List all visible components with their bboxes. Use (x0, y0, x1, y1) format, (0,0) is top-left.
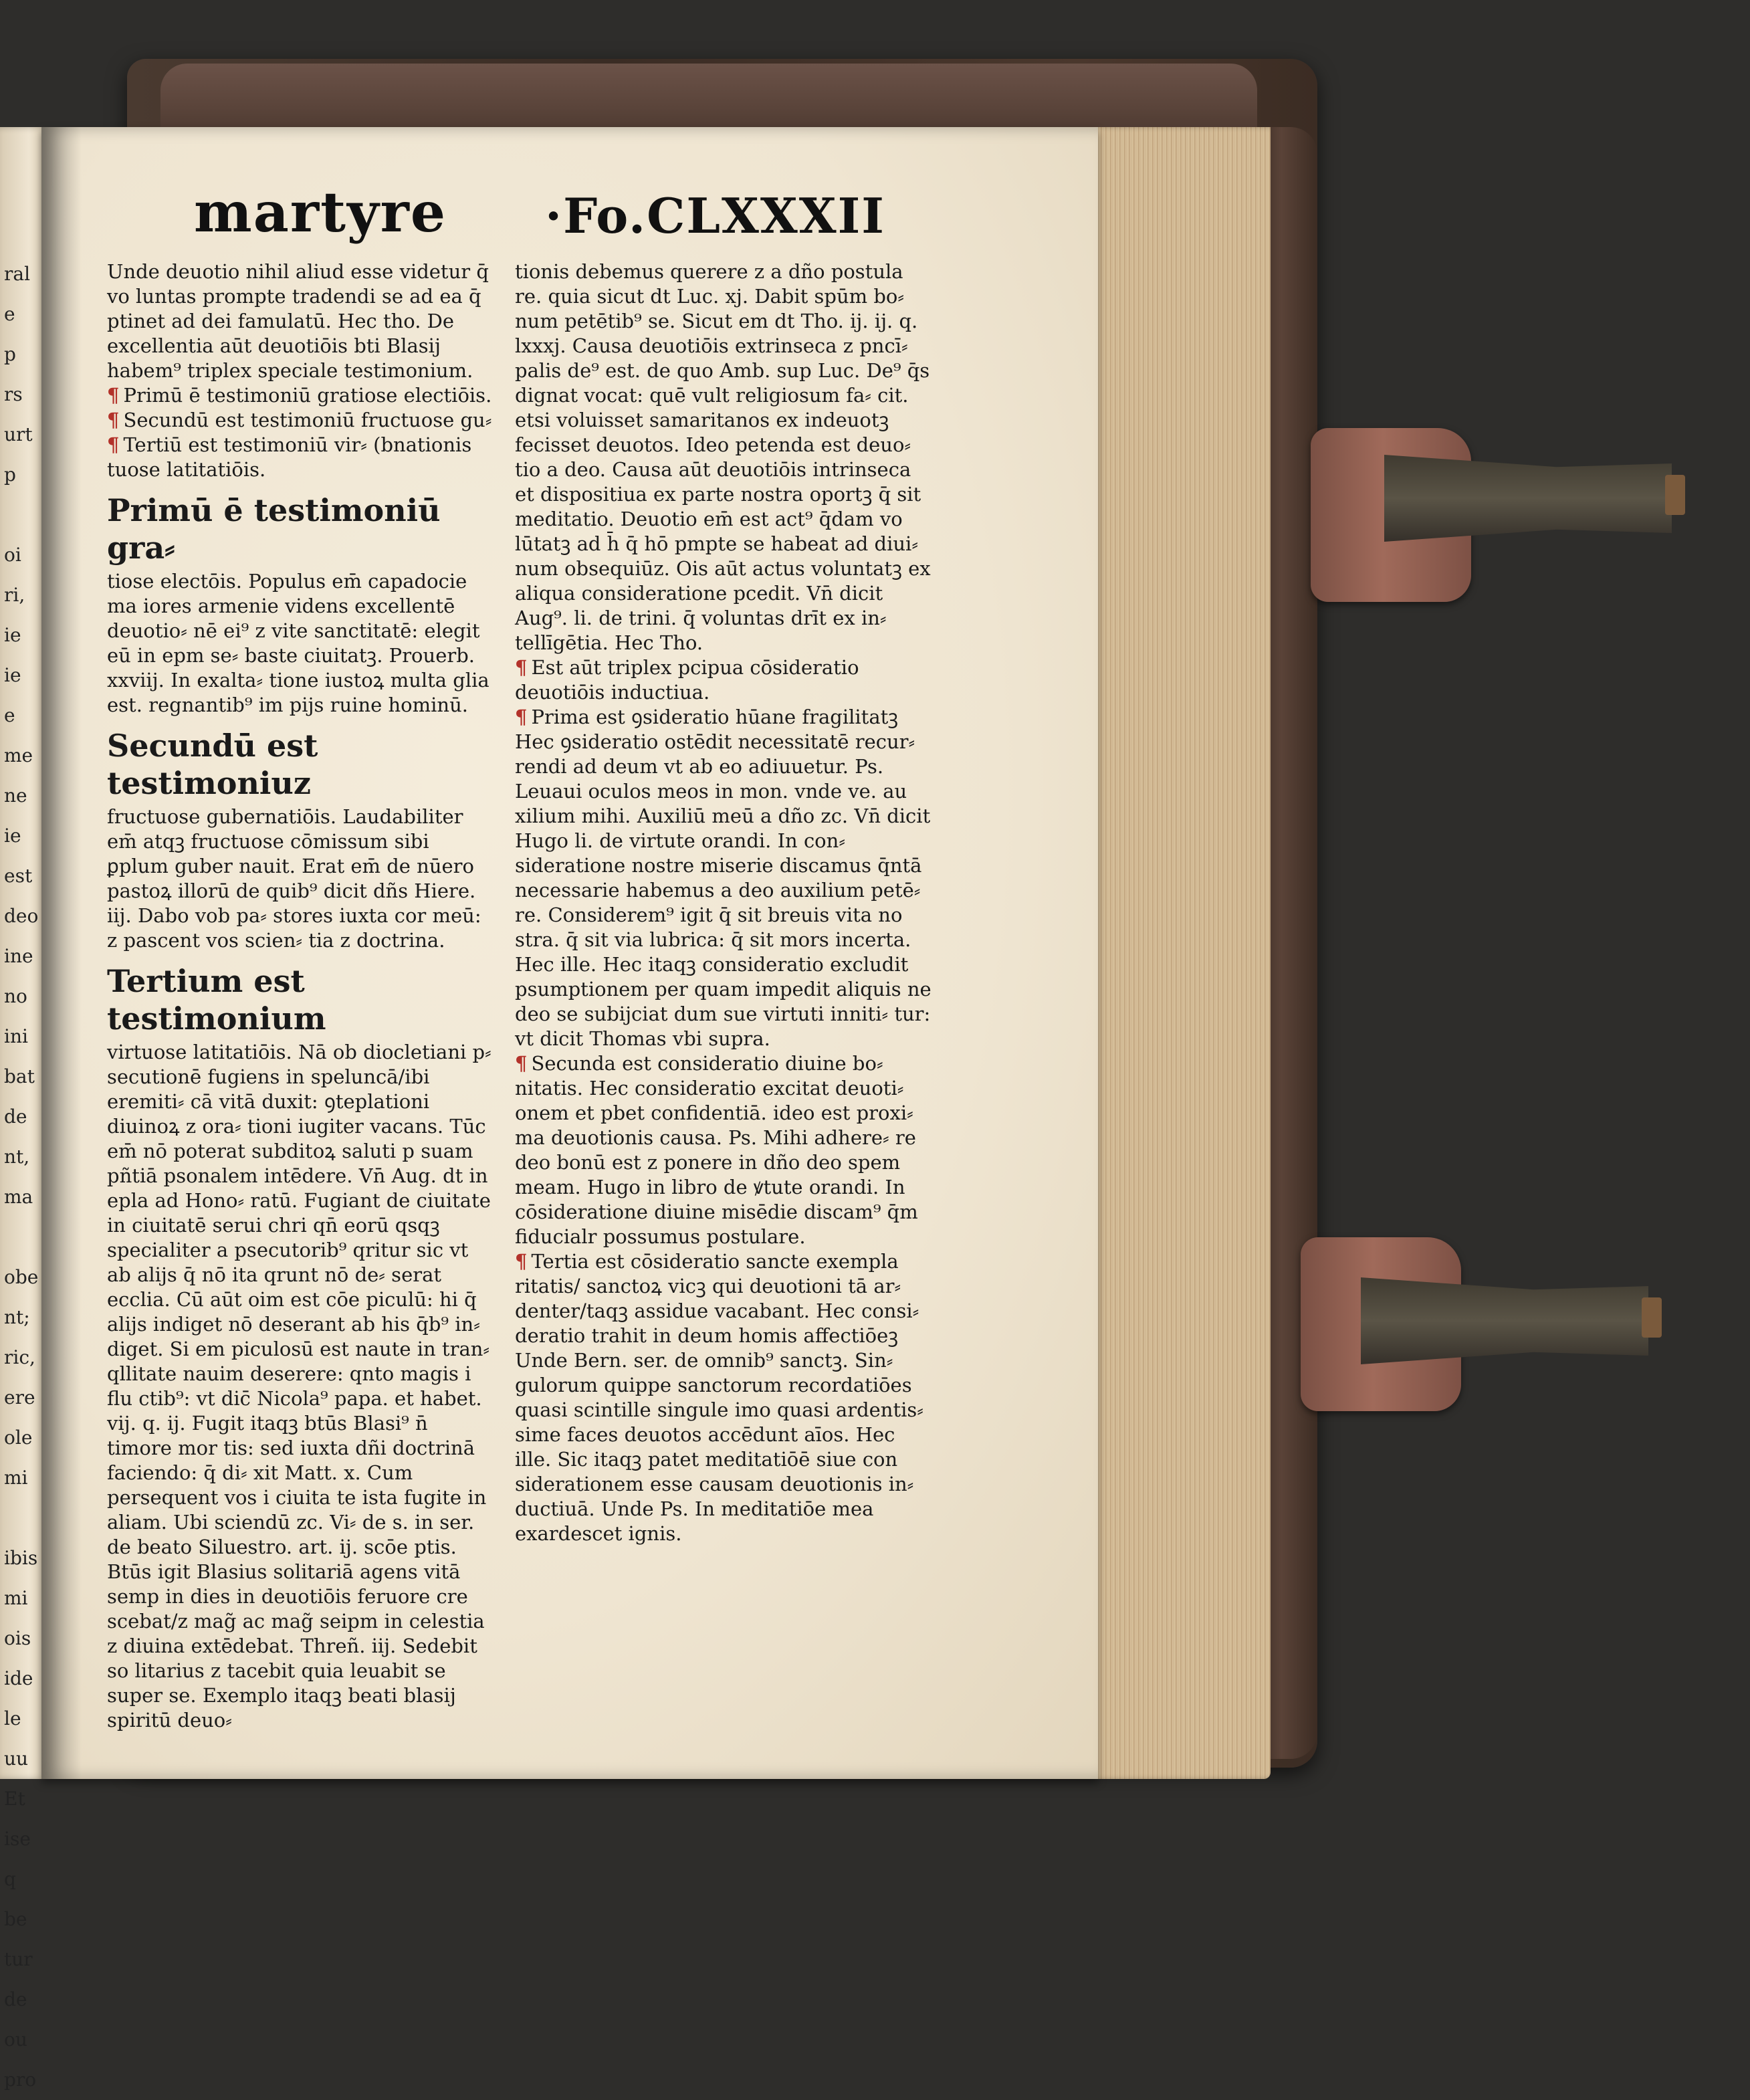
paragraph-text: virtuose latitatiōis. Nā ob diocletiani p⸗ secutionē fugiens in speluncā/ibi eremiti⸗ cā vitā duxit: ꝯteplationi diuinoꝝ z ora⸗ tioni iugiter vacans. Tūc em̄ nō poterat subditoꝝ saluti p suam pñtiā psonalem intēdere. Vn̄ Aug. dt in epla ad Hono⸗ ratū. Fugiant de ciuitate in ciuitatē serui chri qn̄ eorū qsqꝫ specialiter a psecutorib⁹ qritur sic vt ab alijs q̄ nō ita qrunt nō de⸗ serat ecclia. Cū aūt oim est cōe piculū: hi q̄ alijs indiget nō deserant ab his q̄b⁹ in⸗ diget. Si em piculosū est naute in tran⸗ qllitate nauim deserere: qnto magis i flu ctib⁹: vt dic̄ Nicola⁹ papa. et habet. vij. q. ij. Fugit itaqꝫ btūs Blasi⁹ n̄ timore mor tis: sed iuxta dñi doctrinā faciendo: q̄ di⸗ xit Matt. x. Cum persequent vos i ciuita te ista fugite in aliam. Ubi sciendū zc. Vi⸗ de s. in ser. de beato Siluestro. art. ij. scōe ptis. Btūs igit Blasius solitariā agens vitā semp in dies in deuotiōis feruore cre scebat/z mag̃ ac mag̃ seipm in celestia z diuina extēdebat. Threñ. iij. Sedebit so litarius z tacebit quia leuabit se super se. Exemplo itaqꝫ beati blasij spiritū deuo⸗ (107, 1041, 491, 1731)
paragraph-text: Prima est ꝯsideratio hūane fragilitatꝫ Hec ꝯsideratio ostēdit necessitatē recur⸗ rendi ad deum vt ab eo adiuuetur. Ps. Leuaui oculos meos in mon. vnde ve. au xilium mihi. Auxiliū meū a dño zc. Vn̄ dicit Hugo li. de virtute orandi. In con⸗ sideratione nostre miserie discamus q̄ntā necessarie habemus a deo auxilium petē⸗ re. Considerem⁹ igit q̄ sit breuis vita no stra. q̄ sit via lubrica: q̄ sit mors incerta. Hec ille. Hec itaqꝫ consideratio excludit psumptionem per quam impedit aliquis ne deo se subijciat dum sue virtuti inniti⸗ tur: vt dicit Thomas vbi supra. (515, 706, 932, 1050)
previous-page-fragment: rs (4, 383, 23, 405)
previous-page-fragment: ere (4, 1386, 35, 1408)
page-fore-edge (1070, 127, 1271, 1779)
text-paragraph (515, 259, 936, 655)
red-pilcrow-icon: ¶ (107, 433, 120, 456)
section-heading (107, 727, 495, 802)
previous-page-fragment: ine (4, 945, 33, 967)
previous-page-fragment: obe (4, 1266, 39, 1288)
gutter-shadow (41, 127, 82, 1779)
previous-page-fragment: ma (4, 1186, 33, 1208)
previous-page-fragment: be (4, 1908, 27, 1930)
previous-page-fragment: le (4, 1707, 21, 1729)
upper-clasp-strap (1384, 455, 1672, 542)
previous-page-fragment: ise (4, 1828, 31, 1850)
red-pilcrow-icon: ¶ (515, 656, 528, 679)
previous-page-fragment: mi (4, 1587, 28, 1609)
previous-page-fragment: ibis (4, 1547, 38, 1569)
text-column-left (107, 259, 495, 1733)
text-paragraph (515, 655, 936, 705)
previous-page-fragment: e (4, 303, 15, 325)
text-paragraph (515, 1051, 936, 1249)
previous-page-fragment: no (4, 985, 27, 1007)
text-paragraph (107, 569, 495, 718)
book-cover-top-edge (160, 64, 1257, 137)
previous-page-fragment: ide (4, 1667, 33, 1689)
previous-page-fragment: ois (4, 1627, 31, 1649)
text-paragraph (107, 408, 495, 433)
paragraph-text: Secundū est testimoniū fructuose gu⸗ (123, 409, 492, 431)
previous-page-fragment: p (4, 343, 16, 365)
previous-page-fragment: ini (4, 1025, 28, 1047)
lower-clasp-hook (1642, 1297, 1662, 1338)
paragraph-text: fructuose gubernatiōis. Laudabiliter em̄ atqꝫ fructuose cōmissum sibi ꝑplum guber nauit. Erat em̄ de nūero pastoꝝ illorū de quib⁹ dicit dñs Hiere. iij. Dabo vob pa⸗ stores iuxta cor meū: z pascent vos scien⸗ tia z doctrina. (107, 805, 481, 952)
running-head-folio: ·Fo.CLXXXII (545, 187, 885, 244)
previous-page-fragment: ri, (4, 584, 25, 606)
text-paragraph (515, 1249, 936, 1546)
previous-page-fragment: uu (4, 1748, 29, 1770)
paragraph-text: Tertiū est testimoniū vir⸗ (bnationis tuose latitatiōis. (107, 433, 472, 481)
previous-page-fragment: ric, (4, 1346, 35, 1368)
section-heading (107, 962, 495, 1037)
previous-page-fragment: de (4, 1106, 27, 1128)
text-paragraph (107, 383, 495, 408)
red-pilcrow-icon: ¶ (107, 409, 120, 431)
previous-page-fragment: mi (4, 1467, 28, 1489)
paragraph-text: Secunda est consideratio diuine bo⸗ nitatis. Hec consideratio excitat deuoti⸗ onem et pbet confidentiā. ideo est proxi⸗ ma deuotionis causa. Ps. Mihi adhere⸗ re deo bonū est z ponere in dño deo spem meam. Hugo in libro de ꝟtute orandi. In cōsideratione diuine misēdie discam⁹ q̄m fiducialr possumus postulare. (515, 1052, 918, 1248)
previous-page-fragment: oi (4, 544, 21, 566)
paragraph-text: Primū ē testimoniū gratiose electiōis. (123, 384, 492, 407)
paragraph-text: Unde deuotio nihil aliud esse videtur q̄ vo luntas prompte tradendi se ad ea q̄ ptinet ad dei famulatū. Hec tho. De excellentia aūt deuotiōis bti Blasij habem⁹ triplex speciale testimonium. (107, 260, 489, 382)
previous-page-fragment: de (4, 1988, 27, 2010)
red-pilcrow-icon: ¶ (107, 384, 120, 407)
paragraph-text: tiose electōis. Populus em̄ capadocie ma iores armenie videns excellentē deuotio⸗ nē ei⁹ z vite sanctitatē: elegit eū in epm se⸗ baste ciuitatꝫ. Prouerb. xxviij. In exalta⸗ tione iustoꝝ multa glia est. regnantib⁹ im pijs ruine hominū. (107, 570, 489, 716)
paragraph-text: tionis debemus querere z a dño postula re. quia sicut dt Luc. xj. Dabit spūm bo⸗ num petētib⁹ se. Sicut em dt Tho. ij. ij. q. lxxxj. Causa deuotiōis extrinseca z pncī⸗ palis de⁹ est. de quo Amb. sup Luc. De⁹ q̄s dignat vocat: quē vult religiosum fa⸗ cit. etsi voluisset samaritanos ex indeuotꝫ fecisset deuotos. Ideo petenda est deuo⸗ tio a deo. Causa aūt deuotiōis intrinseca et dispositiua ex parte nostra oportꝫ q̄ sit meditatio. Deuotio em̄ est act⁹ q̄dam vo lūtatꝫ ad h̄ q̄ hō pmpte se habeat ad diui⸗ num obsequiūz. Ois aūt actus voluntatꝫ ex aliqua consideratione pcedit. Vn̄ dicit Aug⁹. li. de trini. q̄ voluntas drīt ex in⸗ tellīgētia. Hec Tho. (515, 260, 931, 654)
red-pilcrow-icon: ¶ (515, 1250, 528, 1273)
text-paragraph (107, 259, 495, 383)
previous-page-fragment: me (4, 744, 33, 766)
paragraph-text: Secundū est testimoniuz (107, 728, 318, 801)
previous-page-fragment: tur (4, 1948, 33, 1970)
section-heading (107, 492, 495, 566)
previous-page-fragment: ole (4, 1427, 33, 1449)
previous-page-fragment: ie (4, 624, 21, 646)
previous-page-fragment: ou (4, 2028, 27, 2051)
previous-page-fragment: urt (4, 423, 33, 445)
paragraph-text: Tertia est cōsideratio sancte exempla ritatis/ sanctoꝝ vicꝫ qui deuotioni tā ar⸗ denter/taqꝫ assidue vacabant. Hec consi⸗ deratio trahit in deum homis affectiōeꝫ Unde Bern. ser. de omnib⁹ sanctꝫ. Sin⸗ gulorum quippe sanctorum recordatiōes quasi scintille singule imo quasi ardentis⸗ sime faces deuotos accēdunt aīos. Hec ille. Sic itaqꝫ patet meditatiōē siue con siderationem esse causam deuotionis in⸗ ductiuā. Unde Ps. In meditatiōe mea exardescet ignis. (515, 1250, 923, 1545)
paragraph-text: Est aūt triplex pcipua cōsideratio deuotiōis inductiua. (515, 656, 859, 704)
previous-page-fragment: e (4, 704, 15, 726)
text-paragraph (107, 805, 495, 953)
previous-page-fragment: ie (4, 664, 21, 686)
previous-page-fragment: ie (4, 825, 21, 847)
previous-page-fragment: deo (4, 905, 39, 927)
previous-page-fragment: p (4, 463, 16, 486)
previous-page-fragment: ral (4, 263, 31, 285)
previous-page-fragment: q (4, 1868, 16, 1890)
lower-clasp-strap (1361, 1277, 1648, 1364)
red-pilcrow-icon: ¶ (515, 1052, 528, 1075)
previous-page-fragment: Et (4, 1788, 25, 1810)
text-column-right (515, 259, 936, 1546)
red-pilcrow-icon: ¶ (515, 706, 528, 728)
text-paragraph (515, 705, 936, 1051)
upper-clasp-hook (1665, 475, 1685, 515)
previous-page-fragment: bat (4, 1065, 35, 1087)
previous-page-fragment: est (4, 865, 33, 887)
previous-page-fragment: pro (4, 2069, 37, 2091)
paragraph-text: Primū ē testimoniū gra⸗ (107, 492, 441, 566)
text-paragraph (107, 1040, 495, 1733)
previous-page-fragment: nt; (4, 1306, 30, 1328)
previous-page-fragment: nt, (4, 1146, 30, 1168)
paragraph-text: Tertium est testimonium (107, 963, 326, 1037)
previous-page-fragment: ne (4, 784, 27, 807)
text-paragraph (107, 433, 495, 482)
running-head-left: martyre (194, 181, 447, 245)
